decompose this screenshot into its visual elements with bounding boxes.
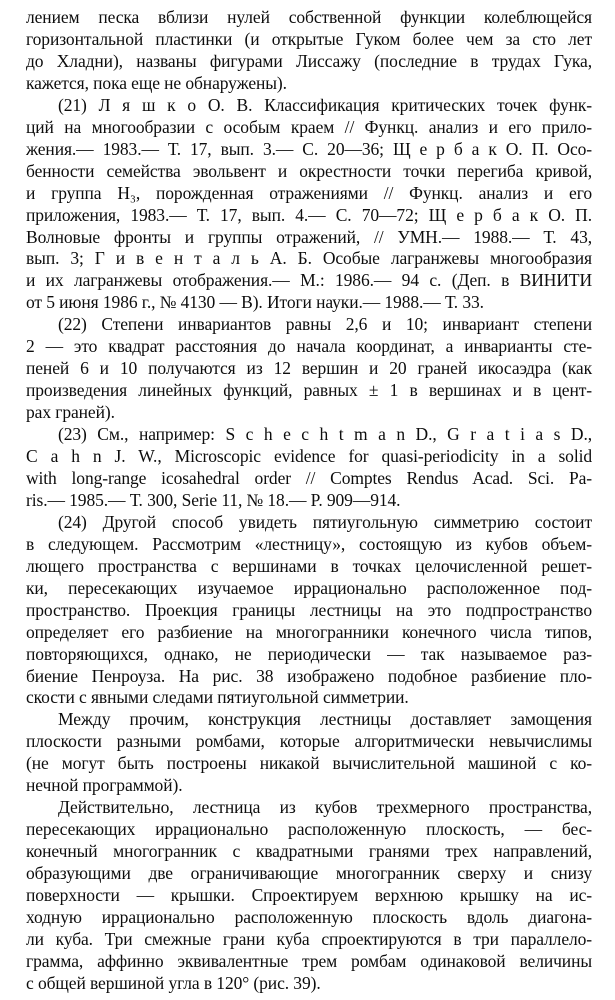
text-line: (21) Л я ш к о О. В. Классификация критических точек функ- bbox=[58, 94, 592, 115]
text-line: (23) См., например: S c h e c h t m a n D., G r a t i a s D., bbox=[58, 424, 592, 445]
text-line: 2 — это квадрат расстояния до начала координат, а инварианты сте- bbox=[26, 336, 592, 357]
text-line: (не могут быть построены никакой вычислительной машиной с ко- bbox=[26, 753, 592, 774]
text-line: вып. 3; Г и в е н т а л ь А. Б. Особые лагранжевы многообразия bbox=[26, 248, 592, 269]
text-line: ли куба. Три смежные грани куба спроектируются в три параллело- bbox=[26, 928, 592, 949]
text-line: плоскости разными ромбами, которые алгоритмически невычислимы bbox=[26, 731, 592, 752]
text-line: with long-range icosahedral order // Comptes Rendus Acad. Sci. Pa- bbox=[26, 467, 592, 488]
text-line: Волновые фронты и группы отражений, // УМН.— 1988.— Т. 43, bbox=[26, 226, 592, 247]
text-line: Действительно, лестница из кубов трехмерного пространства, bbox=[58, 797, 592, 818]
text-line: горизонтальной пластинки (и открытые Гуком более чем за сто лет bbox=[26, 28, 592, 49]
text-line: (24) Другой способ увидеть пятиугольную симметрию состоит bbox=[58, 511, 592, 532]
text-line: ки, пересекающих изучаемое иррационально расположенное под- bbox=[26, 577, 592, 598]
text-line: поверхности — крышки. Спроектируем верхнюю крышку на ис- bbox=[26, 885, 592, 905]
text-line: пространство. Проекция границы лестницы на это подпространство bbox=[26, 599, 592, 620]
text-line: грамма, аффинно эквивалентные трем ромбам одинаковой величины bbox=[26, 950, 592, 971]
text-line: конечный многогранник с квадратными гранями трех направлений, bbox=[26, 841, 592, 862]
text-line: в следующем. Рассмотрим «лестницу», состоящую из кубов объем- bbox=[26, 533, 592, 554]
text-line: скости с явными следами пятиугольной симметрии. bbox=[26, 687, 409, 708]
text-line: рах граней). bbox=[26, 402, 115, 423]
text-line: ций на многообразии с особым краем // Функц. анализ и его прило- bbox=[26, 116, 592, 137]
text-line: бенности семейства эвольвент и окрестности точки перегиба кривой, bbox=[26, 160, 592, 181]
text-line: повторяющихся, однако, не периодически — так называемое раз- bbox=[26, 643, 592, 664]
text-line: до Хладни), названы фигурами Лиссажу (последние в трудах Гука, bbox=[26, 50, 592, 71]
text-line: ris.— 1985.— Т. 300, Serie 11, № 18.— P. 909—914. bbox=[26, 489, 401, 510]
text-line: и группа H₃, порожденная отражениями // Функц. анализ и его bbox=[26, 182, 592, 203]
text-line: пеней 6 и 10 получаются из 12 вершин и 20 граней икосаэдра (как bbox=[26, 358, 592, 379]
text-line: Между прочим, конструкция лестницы доставляет замощения bbox=[58, 709, 592, 730]
text-line: образующими две ограничивающие многогранник сверху и снизу bbox=[26, 863, 592, 884]
text-line: ходную иррационально расположенную плоскость вдоль диагона- bbox=[26, 906, 592, 927]
text-line: биение Пенроуза. На рис. 38 изображено подобное разбиение пло- bbox=[26, 665, 592, 686]
text-line: лением песка вблизи нулей собственной функции колеблющейся bbox=[26, 7, 592, 27]
text-line: кажется, пока еще не обнаружены). bbox=[26, 72, 287, 93]
text-line: C a h n J. W., Microscopic evidence for quasi-periodicity in a solid bbox=[26, 446, 592, 466]
text-line: и их лагранжевы отображения.— М.: 1986.— 94 с. (Деп. в ВИНИТИ bbox=[26, 270, 592, 291]
text-line: приложения, 1983.— Т. 17, вып. 4.— С. 70—72; Щ е р б а к О. П. bbox=[26, 204, 592, 225]
text-line: от 5 июня 1986 г., № 4130 — В). Итоги науки.— 1988.— Т. 33. bbox=[26, 292, 484, 313]
text-line: пересекающих иррационально расположенную плоскость, — бес- bbox=[26, 819, 592, 840]
text-line: с общей вершиной угла в 120° (рис. 39). bbox=[26, 972, 321, 993]
text-line: (22) Степени инвариантов равны 2,6 и 10; инвариант степени bbox=[58, 314, 592, 335]
text-line: произведения линейных функций, равных ± 1 в вершинах и в цент- bbox=[26, 380, 592, 401]
text-line: жения.— 1983.— Т. 17, вып. 3.— С. 20—36; Щ е р б а к О. П. Осо- bbox=[26, 138, 592, 159]
text-line: определяет его разбиение на многогранники конечного числа типов, bbox=[26, 621, 592, 642]
text-line: лющего пространства с вершинами в точках целочисленной решет- bbox=[26, 555, 592, 576]
text-line: нечной программой). bbox=[26, 775, 183, 796]
